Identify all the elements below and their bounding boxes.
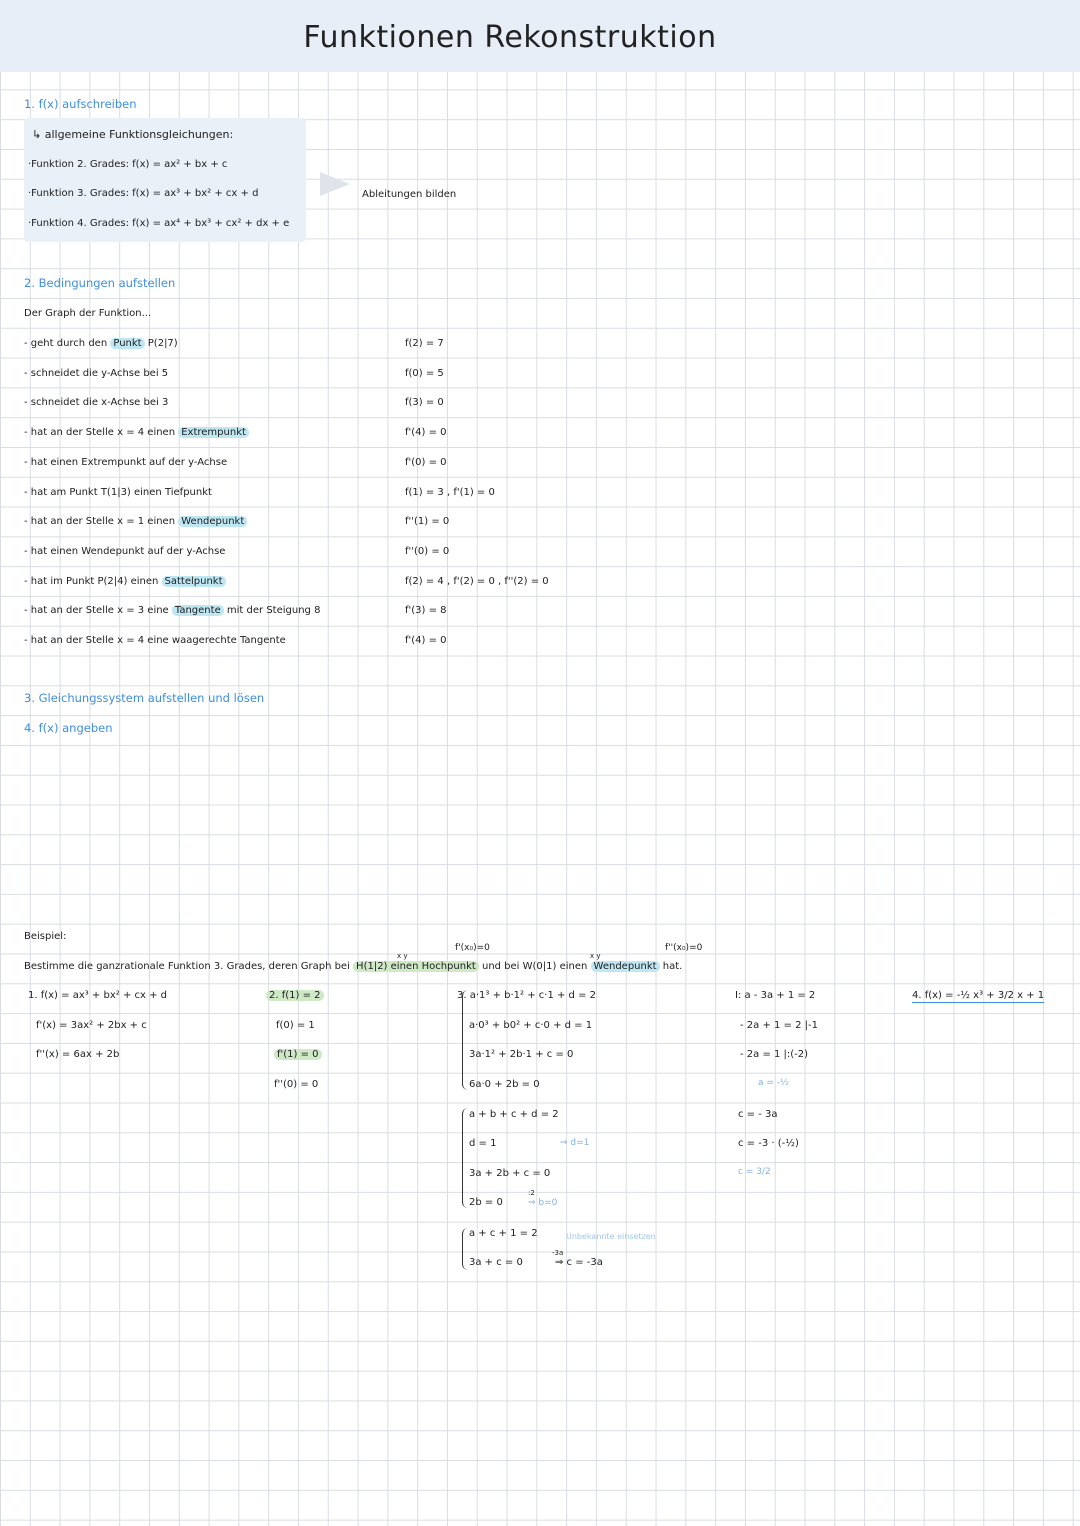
- result-function: 4. f(x) = -½ x³ + 3/2 x + 1: [912, 990, 1045, 1001]
- conditions-intro: Der Graph der Funktion...: [24, 308, 152, 319]
- equation-degree-4: ·Funktion 4. Grades: f(x) = ax⁴ + bx³ + cx² + dx + e: [28, 218, 290, 229]
- equation-degree-2: ·Funktion 2. Grades: f(x) = ax² + bx + c: [28, 159, 228, 170]
- condition-text-part: - schneidet die x-Achse bei 3: [24, 397, 169, 409]
- condition-formula: f''(1) = 0: [405, 516, 450, 528]
- note-xy-1: x y: [397, 952, 408, 960]
- section3-heading: 3. Gleichungssystem aufstellen und lösen: [24, 691, 265, 705]
- condition-highlight: Tangente: [172, 605, 224, 616]
- condition-text: [24, 367, 168, 380]
- section2-heading: 2. Bedingungen aufstellen: [24, 276, 176, 290]
- col4-line: - 2a + 1 = 2 |-1: [740, 1020, 818, 1031]
- condition-formula: f'(3) = 8: [405, 605, 447, 617]
- arrow-right-icon: [320, 172, 350, 196]
- condition-formula: f(0) = 5: [405, 367, 444, 379]
- condition-text: [24, 604, 320, 617]
- condition-text-part: - schneidet die y-Achse bei 5: [24, 367, 169, 379]
- condition-text-part: - hat einen Extrempunkt auf der y-Achse: [24, 456, 228, 468]
- col3-line: 3. a·1³ + b·1² + c·1 + d = 2: [457, 990, 596, 1001]
- col3-line: d = 1: [469, 1138, 497, 1149]
- condition-formula: f(2) = 7: [405, 338, 444, 349]
- derivative-note: Ableitungen bilden: [362, 189, 457, 200]
- task-text-2: und bei W(0|1) einen: [478, 961, 591, 972]
- condition-formula: f'(0) = 0: [405, 456, 447, 468]
- task-text-1: Bestimme die ganzrationale Funktion 3. Grades, deren Graph bei: [24, 961, 354, 972]
- condition-text: [24, 515, 247, 528]
- condition-text-part: - hat an der Stelle x = 4 einen: [24, 427, 179, 439]
- condition-text-part: P(2|7): [144, 338, 178, 349]
- note-unknown: Unbekannte einsetzen: [566, 1232, 656, 1241]
- col2-line: [266, 989, 324, 1002]
- condition-formula: f''(0) = 0: [405, 545, 450, 557]
- col4-line: c = - 3a: [738, 1109, 778, 1120]
- col1-line: f''(x) = 6ax + 2b: [36, 1049, 120, 1060]
- section1-heading: 1. f(x) aufschreiben: [24, 97, 137, 111]
- condition-text-part: - hat an der Stelle x = 1 einen: [24, 516, 179, 528]
- col2-line: f''(0) = 0: [274, 1079, 319, 1090]
- condition-text-part: - hat an der Stelle x = 3 eine: [24, 605, 172, 617]
- condition-formula: f(1) = 3 , f'(1) = 0: [405, 486, 495, 498]
- col2-line: f(0) = 1: [276, 1020, 315, 1031]
- section4-heading: 4. f(x) angeben: [24, 721, 113, 735]
- page-title: Funktionen Rekonstruktion: [303, 20, 717, 55]
- col3-line: 6a·0 + 2b = 0: [469, 1079, 540, 1090]
- brace: [462, 990, 468, 1090]
- general-equations-label: ↳ allgemeine Funktionsgleichungen:: [32, 128, 234, 141]
- col4-line: - 2a = 1 |:(-2): [740, 1049, 809, 1060]
- condition-text-part: mit der Steigung 8: [223, 605, 321, 617]
- col2-line: [274, 1048, 322, 1061]
- condition-text: [24, 486, 212, 499]
- note-fpp-zero: f''(x₀)=0: [665, 943, 703, 953]
- note-div2: :2: [528, 1189, 535, 1197]
- condition-highlight: Punkt: [110, 338, 144, 349]
- condition-formula: f(3) = 0: [405, 397, 444, 409]
- note-xy-2: x y: [590, 952, 601, 960]
- col3-line: 3a·1² + 2b·1 + c = 0: [469, 1049, 574, 1060]
- col1-line: 1. f(x) = ax³ + bx² + cx + d: [28, 990, 167, 1001]
- brace: [462, 1108, 468, 1208]
- col3-line: a + b + c + d = 2: [469, 1109, 559, 1120]
- condition-text: [24, 426, 249, 439]
- condition-text-part: - hat am Punkt T(1|3) einen Tiefpunkt: [24, 486, 212, 498]
- task-highlight-wendepunkt: Wendepunkt: [591, 961, 660, 972]
- condition-formula: f'(4) = 0: [405, 635, 447, 646]
- arrow-b: ⇒ b=0: [528, 1198, 558, 1208]
- col4-line: c = -3 · (-½): [738, 1138, 799, 1149]
- condition-text-part: - hat an der Stelle x = 4 eine waagerechte Tangente: [24, 635, 286, 646]
- col4-line: I: a - 3a + 1 = 2: [735, 990, 816, 1001]
- col4-line: c = 3/2: [738, 1167, 771, 1177]
- condition-highlight: Extrempunkt: [178, 427, 249, 438]
- condition-fprime: f'(1) = 0: [274, 1049, 322, 1060]
- condition-text: [24, 634, 286, 647]
- condition-text-part: - hat im Punkt P(2|4) einen: [24, 575, 162, 587]
- example-task: [24, 960, 682, 973]
- condition-text-part: - geht durch den: [24, 338, 111, 349]
- col1-line: f'(x) = 3ax² + 2bx + c: [36, 1020, 147, 1031]
- condition-text: [24, 545, 225, 558]
- brace: [462, 1228, 468, 1270]
- arrow-c: ⇒ c = -3a: [555, 1257, 603, 1268]
- col3-line: 2b = 0: [469, 1197, 503, 1208]
- condition-highlight: Wendepunkt: [178, 516, 247, 527]
- col3-line: 3a + 2b + c = 0: [469, 1168, 551, 1179]
- condition-text: [24, 575, 226, 588]
- condition-formula: f(2) = 4 , f'(2) = 0 , f''(2) = 0: [405, 575, 549, 587]
- example-label: Beispiel:: [24, 931, 67, 942]
- arrow-d: ⇒ d=1: [560, 1138, 590, 1148]
- note-fprime-zero: f'(x₀)=0: [455, 943, 490, 953]
- task-highlight-hochpunkt: H(1|2) einen Hochpunkt: [353, 961, 479, 972]
- col3-line: a + c + 1 = 2: [469, 1228, 538, 1239]
- col4-line: a = -½: [758, 1078, 789, 1088]
- condition-text: [24, 337, 178, 350]
- condition-text: [24, 456, 227, 469]
- task-text-3: hat.: [659, 961, 683, 972]
- condition-text-part: - hat einen Wendepunkt auf der y-Achse: [24, 545, 226, 557]
- note-minus: -3a: [552, 1249, 564, 1257]
- condition-highlight: Sattelpunkt: [162, 576, 226, 587]
- col3-line: a·0³ + b0² + c·0 + d = 1: [469, 1020, 593, 1031]
- condition-text: [24, 396, 168, 409]
- condition-formula: f'(4) = 0: [405, 427, 447, 439]
- col3-line: 3a + c = 0: [469, 1257, 523, 1268]
- condition-hochpunkt: 2. f(1) = 2: [266, 990, 324, 1001]
- equation-degree-3: ·Funktion 3. Grades: f(x) = ax³ + bx² + cx + d: [28, 188, 259, 199]
